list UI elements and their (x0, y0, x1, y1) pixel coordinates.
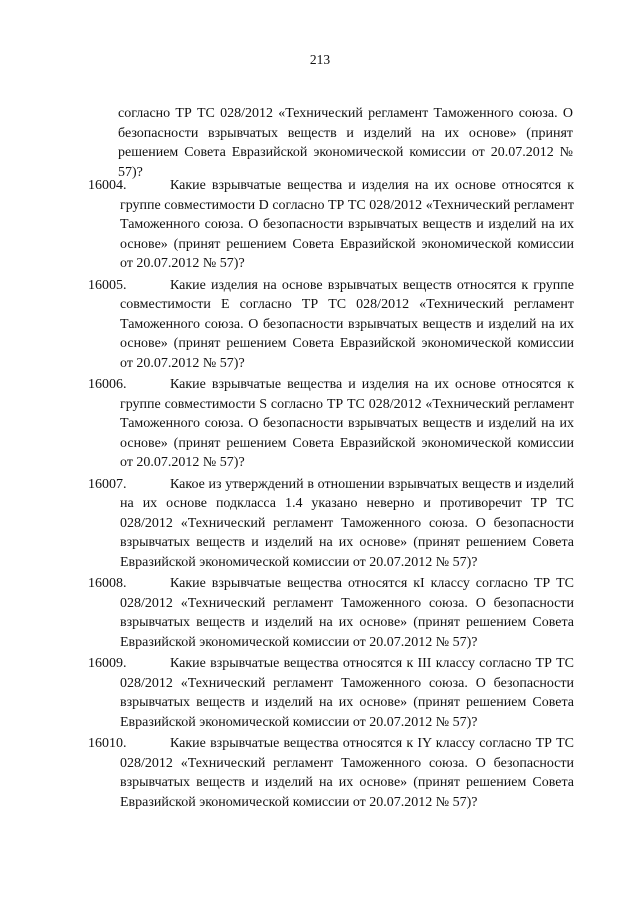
question-item (88, 276, 574, 374)
question-text: Какие взрывчатые вещества и изделия на их основе относятся к группе совместимости D согласно ТР ТС 028/2012 «Технический регламент Таможенного союза. О безопасности взрывчатых веществ и изделий на их основе» (принят решением Совета Евразийской экономической комиссии от 20.07.2012 № 57)? (120, 178, 574, 271)
question-item (88, 475, 574, 573)
intro-paragraph: согласно ТР ТС 028/2012 «Технический регламент Таможенного союза. О безопасности взрывчатых веществ и изделий на их основе» (принят решением Совета Евразийской экономической комиссии от 20.07.2012 № 57)? (118, 106, 573, 180)
question-number: 16010. (88, 736, 127, 751)
question-number: 16006. (88, 377, 127, 392)
question-number: 16007. (88, 476, 127, 492)
question-text: Какое из утверждений в отношении взрывчатых веществ и изделий на их основе подкласса 1.4 указано неверно и противоречит ТР ТС 028/2012 «Технический регламент Таможенного союза. О безопасности взрывчатых веществ и изделий на их основе» (принят решением Совета Евразийской экономической комиссии от 20.07.2012 № 57)? (120, 476, 574, 570)
question-item (88, 176, 574, 274)
question-number: 16004. (88, 178, 127, 193)
question-text: Какие взрывчатые вещества относятся к III классу согласно ТР ТС 028/2012 «Технический регламент Таможенного союза. О безопасности взрывчатых веществ и изделий на их основе» (принят решением Совета Евразийской экономической комиссии от 20.07.2012 № 57)? (120, 656, 574, 730)
question-text: Какие взрывчатые вещества относятся к IY классу согласно ТР ТС 028/2012 «Технический регламент Таможенного союза. О безопасности взрывчатых веществ и изделий на их основе» (принят решением Совета Евразийской экономической комиссии от 20.07.2012 № 57)? (120, 736, 574, 810)
question-text: Какие изделия на основе взрывчатых веществ относятся к группе совместимости E согласно ТР ТС 028/2012 «Технический регламент Таможенного союза. О безопасности взрывчатых веществ и изделий на их основе» (принят решением Совета Евразийской экономической комиссии от 20.07.2012 № 57)? (120, 277, 574, 371)
question-item (88, 574, 574, 652)
question-number: 16009. (88, 656, 127, 671)
question-list (88, 176, 574, 814)
question-text: Какие взрывчатые вещества и изделия на их основе относятся к группе совместимости S согласно ТР ТС 028/2012 «Технический регламент Таможенного союза. О безопасности взрывчатых веществ и изделий на их основе» (принят решением Совета Евразийской экономической комиссии от 20.07.2012 № 57)? (120, 377, 574, 470)
question-number: 16008. (88, 576, 127, 591)
question-text: Какие взрывчатые вещества относятся кI классу согласно ТР ТС 028/2012 «Технический регламент Таможенного союза. О безопасности взрывчатых веществ и изделий на их основе» (принят решением Совета Евразийской экономической комиссии от 20.07.2012 № 57)? (120, 576, 574, 650)
question-number: 16005. (88, 277, 127, 293)
page-number: 213 (309, 52, 331, 67)
question-item (88, 734, 574, 812)
question-item (88, 375, 574, 473)
question-item (88, 654, 574, 732)
